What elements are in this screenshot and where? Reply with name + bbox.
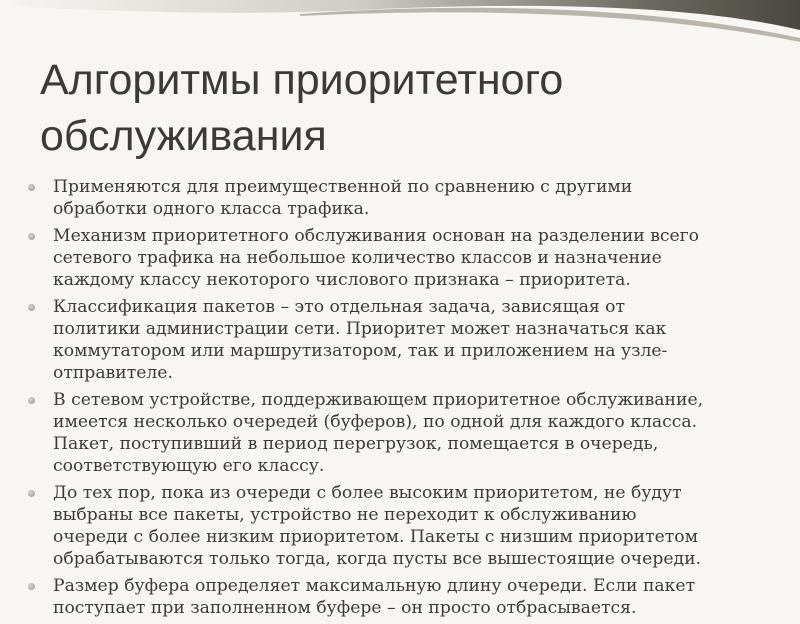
bullet-item bbox=[0, 296, 800, 384]
bullet-icon bbox=[28, 184, 35, 191]
bullet-text-line: Размер буфера определяет максимальную длину очереди. Если пакет bbox=[53, 576, 696, 596]
bullet-item bbox=[0, 575, 800, 619]
bullet-icon bbox=[28, 490, 35, 497]
bullet-icon bbox=[28, 583, 35, 590]
bullet-item bbox=[0, 225, 800, 291]
bullet-item bbox=[0, 389, 800, 477]
bullet-item bbox=[0, 482, 800, 570]
bullet-text-line: До тех пор, пока из очереди с более высоким приоритетом, не будут bbox=[53, 483, 682, 503]
bullet-text-line: коммутатором или маршрутизатором, так и приложением на узле- bbox=[53, 341, 668, 361]
bullet-list bbox=[0, 176, 800, 624]
slide-title-line: Алгоритмы приоритетного bbox=[40, 56, 564, 104]
bullet-text-line: обрабатываются только тогда, когда пусты все вышестоящие очереди. bbox=[53, 549, 701, 569]
bullet-text-line: политики администрации сети. Приоритет может назначаться как bbox=[53, 319, 667, 339]
bullet-text-line: Механизм приоритетного обслуживания основан на разделении всего bbox=[53, 226, 700, 246]
bullet-item bbox=[0, 176, 800, 220]
bullet-text-line: Пакет, поступивший в период перегрузок, помещается в очередь, bbox=[53, 434, 659, 454]
bullet-text-line: выбраны все пакеты, устройство не переходит к обслуживанию bbox=[53, 505, 637, 525]
header-swoosh-decoration bbox=[0, 0, 800, 60]
slide-title-line: обслуживания bbox=[40, 112, 327, 160]
slide-title bbox=[40, 52, 780, 164]
bullet-text-line: поступает при заполненном буфере – он просто отбрасывается. bbox=[53, 598, 637, 618]
bullet-text-line: Применяются для преимущественной по сравнению с другими bbox=[53, 177, 633, 197]
bullet-icon bbox=[28, 304, 35, 311]
bullet-icon bbox=[28, 233, 35, 240]
bullet-text-line: обработки одного класса трафика. bbox=[53, 199, 370, 219]
bullet-text-line: сетевого трафика на небольшое количество классов и назначение bbox=[53, 248, 662, 268]
bullet-text-line: отправителе. bbox=[53, 363, 173, 383]
bullet-text-line: имеется несколько очередей (буферов), по одной для каждого класса. bbox=[53, 412, 698, 432]
bullet-text-line: Классификация пакетов – это отдельная задача, зависящая от bbox=[53, 297, 625, 317]
bullet-text-line: каждому классу некоторого числового признака – приоритета. bbox=[53, 270, 631, 290]
bullet-text-line: очереди с более низким приоритетом. Пакеты с низшим приоритетом bbox=[53, 527, 699, 547]
bullet-text-line: В сетевом устройстве, поддерживающем приоритетное обслуживание, bbox=[53, 390, 704, 410]
bullet-icon bbox=[28, 397, 35, 404]
bullet-text-line: соответствующую его классу. bbox=[53, 456, 325, 476]
